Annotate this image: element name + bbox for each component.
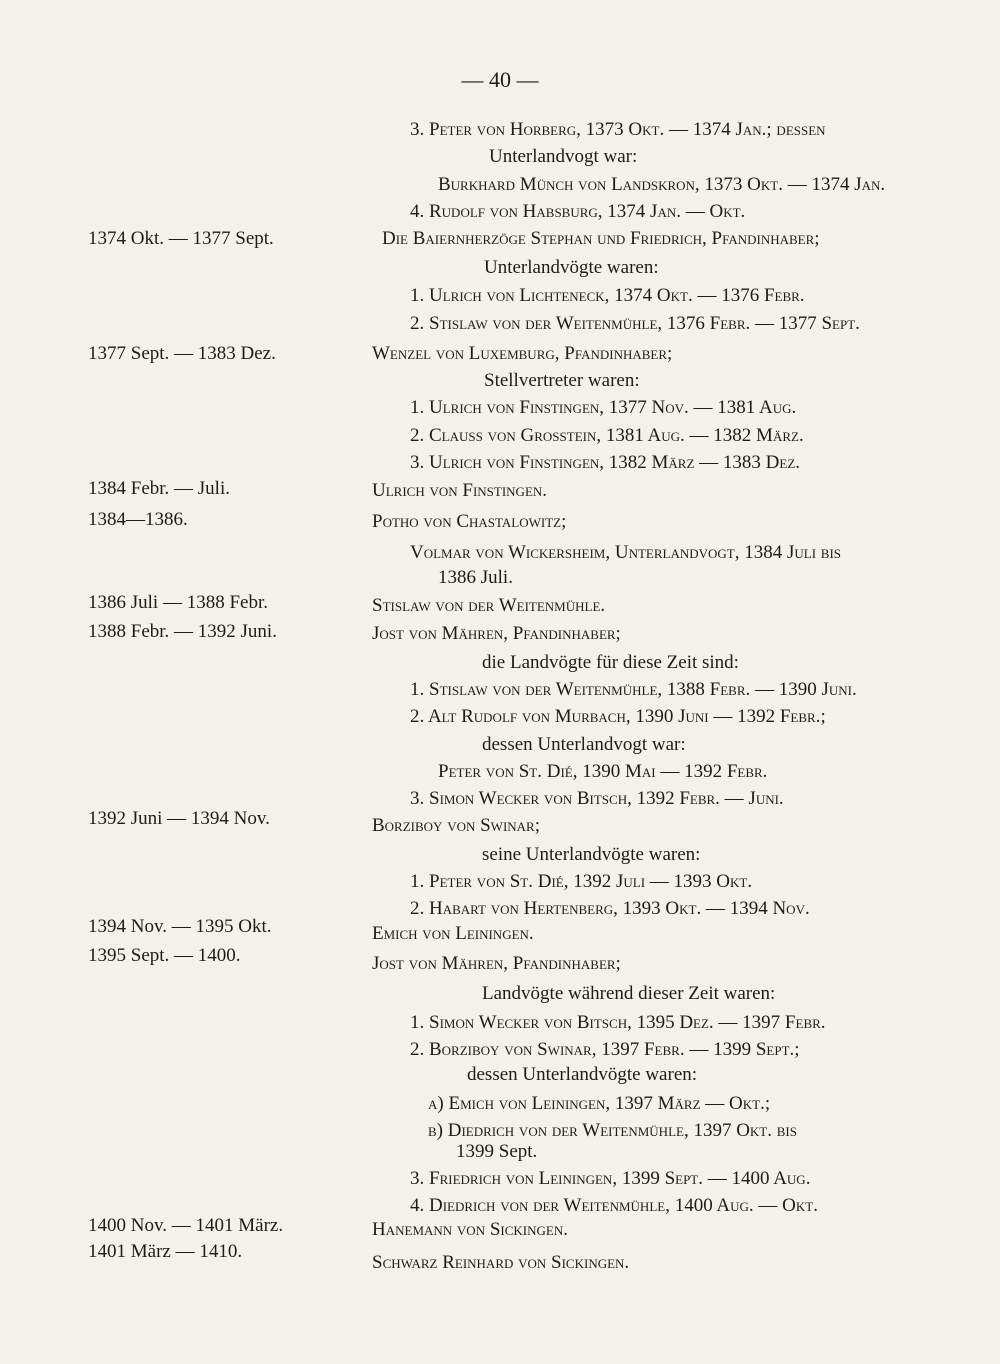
entry-line: 3. Friedrich von Leiningen, 1399 Sept. — 1400 Aug.: [410, 1168, 811, 1189]
entry-line: Burkhard Münch von Landskron, 1373 Okt. — 1374 Jan.: [438, 174, 886, 195]
entry-line: seine Unterlandvögte waren:: [482, 844, 701, 865]
date-range: 1401 März — 1410.: [88, 1241, 243, 1262]
entry-line: dessen Unterlandvogt war:: [482, 734, 686, 755]
entry-line: Unterlandvögte waren:: [484, 257, 659, 278]
entry-line: b) Diedrich von der Weitenmühle, 1397 Okt. bis: [428, 1120, 797, 1141]
entry-line: dessen Unterlandvögte waren:: [467, 1064, 698, 1085]
date-range: 1400 Nov. — 1401 März.: [88, 1215, 284, 1236]
entry-line: 2. Stislaw von der Weitenmühle, 1376 Febr. — 1377 Sept.: [410, 313, 860, 334]
entry-line: 3. Peter von Horberg, 1373 Okt. — 1374 Jan.; dessen: [410, 119, 826, 140]
entry-line: Unterlandvogt war:: [489, 146, 638, 167]
entry-line: a) Emich von Leiningen, 1397 März — Okt.;: [428, 1093, 771, 1114]
entry-line: 2. Borziboy von Swinar, 1397 Febr. — 1399 Sept.;: [410, 1039, 800, 1060]
page-number: — 40 —: [461, 67, 539, 92]
entry-line: 2. Habart von Hertenberg, 1393 Okt. — 1394 Nov.: [410, 898, 810, 919]
entry-line: Borziboy von Swinar;: [372, 815, 541, 836]
entry-line: Stellvertreter waren:: [484, 370, 640, 391]
entry-line: Jost von Mähren, Pfandinhaber;: [372, 953, 621, 974]
entry-line: die Landvögte für diese Zeit sind:: [482, 652, 739, 673]
date-range: 1377 Sept. — 1383 Dez.: [88, 343, 276, 364]
entry-line: Volmar von Wickersheim, Unterlandvogt, 1384 Juli bis: [410, 542, 842, 563]
entry-line: Stislaw von der Weitenmühle.: [372, 595, 606, 616]
entry-line: Schwarz Reinhard von Sickingen.: [372, 1252, 630, 1273]
entry-line: 1386 Juli.: [438, 567, 513, 588]
entry-line: Wenzel von Luxemburg, Pfandinhaber;: [372, 343, 673, 364]
date-range: 1394 Nov. — 1395 Okt.: [88, 916, 272, 937]
entry-line: Hanemann von Sickingen.: [372, 1219, 568, 1240]
entry-line: Potho von Chastalowitz;: [372, 511, 567, 532]
entry-line: 1. Ulrich von Finstingen, 1377 Nov. — 1381 Aug.: [410, 397, 797, 418]
entry-line: 4. Diedrich von der Weitenmühle, 1400 Aug. — Okt.: [410, 1195, 818, 1216]
entry-line: Jost von Mähren, Pfandinhaber;: [372, 623, 621, 644]
entry-line: 1. Simon Wecker von Bitsch, 1395 Dez. — 1397 Febr.: [410, 1012, 826, 1033]
entry-line: 1399 Sept.: [456, 1141, 538, 1162]
entry-line: 2. Alt Rudolf von Murbach, 1390 Juni — 1392 Febr.;: [410, 706, 826, 727]
entry-line: Ulrich von Finstingen.: [372, 480, 548, 501]
entry-line: Landvögte während dieser Zeit waren:: [482, 983, 776, 1004]
entry-line: Peter von St. Dié, 1390 Mai — 1392 Febr.: [438, 761, 768, 782]
entry-line: 3. Ulrich von Finstingen, 1382 März — 1383 Dez.: [410, 452, 801, 473]
entry-line: 2. Clauss von Grosstein, 1381 Aug. — 1382 März.: [410, 425, 804, 446]
entry-line: 1. Stislaw von der Weitenmühle, 1388 Febr. — 1390 Juni.: [410, 679, 857, 700]
date-range: 1384 Febr. — Juli.: [88, 478, 230, 499]
entry-line: 1. Peter von St. Dié, 1392 Juli — 1393 Okt.: [410, 871, 753, 892]
entry-line: 3. Simon Wecker von Bitsch, 1392 Febr. — Juni.: [410, 788, 784, 809]
date-range: 1388 Febr. — 1392 Juni.: [88, 621, 277, 642]
date-range: 1386 Juli — 1388 Febr.: [88, 592, 268, 613]
date-range: 1392 Juni — 1394 Nov.: [88, 808, 270, 829]
entry-line: Die Baiernherzöge Stephan und Friedrich, Pfandinhaber;: [382, 228, 820, 249]
date-range: 1384—1386.: [88, 509, 188, 530]
entry-line: 1. Ulrich von Lichteneck, 1374 Okt. — 1376 Febr.: [410, 285, 805, 306]
date-range: 1374 Okt. — 1377 Sept.: [88, 228, 274, 249]
entry-line: Emich von Leiningen.: [372, 923, 534, 944]
date-range: 1395 Sept. — 1400.: [88, 945, 241, 966]
entry-line: 4. Rudolf von Habsburg, 1374 Jan. — Okt.: [410, 201, 746, 222]
